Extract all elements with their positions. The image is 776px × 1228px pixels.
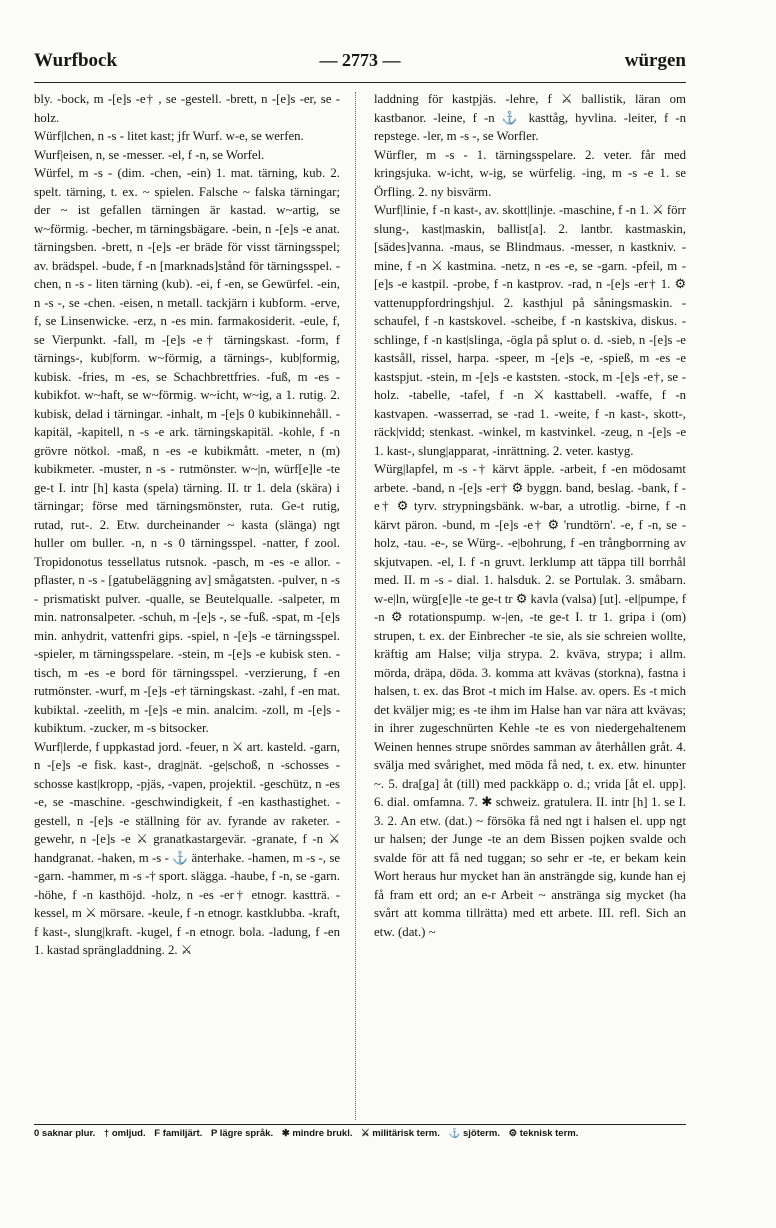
column-divider	[355, 92, 356, 1120]
legend-item: ✱ mindre brukl.	[281, 1128, 353, 1139]
entry-paragraph: Wurf|lerde, f uppkastad jord. -feuer, n ⚔ art. kasteld. -garn, n -[e]s -e fisk. kast-, drag|nät. -ge|schoß, n -schosses -schosse kast|kropp, -pjäs, -vapen, projektil. -geschütz, n -es -e, se -maschine. -geschwindigkeit, f -en kasthastighet. -gestell, n -[e]s -e ställning för av. fyrande av raketer. -gewehr, n -[e]s -e ⚔ granatkastargevär. -granate, f -n ⚔ handgranat. -haken, m -s - ⚓ änterhake. -hamen, m -s -, se -garn. -hammer, m -s -† sport. slägga. -haube, f -n, se -garn. -höhe, f -n kasthöjd. -holz, n -es -er† etnogr. kastträ. -kessel, m ⚔ mörsare. -keule, f -n etnogr. kastklubba. -kraft, f kast-, slung|kraft. -kugel, f -n etnogr. bola. -ladung, f -en 1. kastad sprängladdning. 2. ⚔	[34, 739, 340, 957]
entry-paragraph: Würg|lapfel, m -s -† kärvt äpple. -arbeit, f -en mödosamt arbete. -band, n -[e]s -er† ⚙ byggn. band, beslag. -bank, f -e† ⚙ tyrv. strypningsbänk. w-bar, a utrotlig. -birne, f -n kärvt päron. -bund, m -[e]s -e† ⚙ 'rundtörn'. -e, f -n, se -holz, -tau. -e-, se Würg-. -e|bohrung, f -en trångborrning av skjutvapen. -el, I. f -n gruvt. lerklump att täppa till borrhål med. II. m -s - dial. 1. halsduk. 2. se Portulak. 3. småbarn. w-e|ln, würg[e]le -te ge-t tr ⚙ kavla (valsa) [ut]. -el|pumpe, f -n ⚙ rotationspump. w-|en, -te ge-t I. tr 1. gripa i (om) strupen, t. ex. der Einbrecher -te sie, als sie schreien wollte, kräftig am Halse; vilja strypa. 2. kväva, strypa; i allm. mörda, dräpa, döda. 3. komma att kvävas (storkna), fastna i halsen, t. ex. das Brot -t mich im Halse. av. opers. Es -t mich det kväljer mig; es -te ihm im Halse han var nära att kvävas; in ihrer zugeschnürten Kehle -te es von niedergehaltenem Weinen hennes strupe snördes samman av återhållen gråt. 4. svälja med svårighet, med möda få ned, t. ex. etw. hinunter ~. 5. dra[ga] åt (till) med packkäpp o. d.; vrida [åt el. upp]. 6. dial. omfamna. 7. ✱ schweiz. gratulera. II. intr [h] 1. se I. 3. 2. An etw. (dat.) ~ försöka få ned ngt i halsen el. upp ngt ur halsen; der Junge -te an dem Bissen pojken svalde och svalde för att få ned tuggan; so sehr er -te, er bekam kein Wort heraus hur mycket han än ansträngde sig, kunde han ej få fram ett ord; an e-r Arbeit ~ anstränga sig mycket (ha svårt att komma tillrätta) med ett arbete. III. refl. Sich an etw. (dat.) ~	[374, 462, 686, 939]
page-number: — 2773 —	[319, 50, 401, 70]
page-header	[34, 50, 686, 80]
entry-paragraph: bly. -bock, m -[e]s -e† , se -gestell. -brett, n -[e]s -er, se -holz.	[34, 92, 340, 125]
entry-paragraph: laddning för kastpjäs. -lehre, f ⚔ ballistik, läran om kastbanor. -leine, f -n ⚓ kasttåg, hyvlina. -leiter, f -n repstege. -ler, m -s -, se Worfler.	[374, 92, 686, 143]
legend-item: 0 saknar plur.	[34, 1128, 96, 1139]
header-left-guideword: Wurfbock	[34, 50, 118, 71]
footer-rule	[34, 1124, 686, 1125]
legend-item: F familjärt.	[154, 1128, 203, 1139]
legend-item: † omljud.	[103, 1128, 146, 1139]
right-column	[374, 90, 686, 1122]
legend-item: P lägre språk.	[210, 1128, 274, 1139]
entry-paragraph: Würf|lchen, n -s - litet kast; jfr Wurf. w-e, se werfen.	[34, 129, 304, 143]
legend-item: ⚙ teknisk term.	[508, 1128, 579, 1139]
abbreviation-legend	[34, 1128, 686, 1148]
entry-paragraph: Wurf|eisen, n, se -messer. -el, f -n, se Worfel.	[34, 147, 265, 162]
entry-paragraph: Würfel, m -s - (dim. -chen, -ein) 1. mat. tärning, kub. 2. spelt. tärning, t. ex. ~ spielen. Falsche ~ falska tärningar; der ~ ist gefallen tärningen är kastad. w~artig, se w~förmig. -becher, m tärningsbägare. -bein, n -[e]s -e anat. tärningsben. -brett, n -[e]s -er bräde för visst tärningsspel; av. brädspel. -bude, f -n [marknads]stånd för tärningsspel. -chen, n -s - liten tärning (kub). -ei, f -en, se Gewürfel. -ein, n -s -, se -chen. -eisen, n metall. tackjärn i kubform. -erve, f, se Linsenwicke. -erz, n -es min. farmakosiderit. -eule, f, se Vierpunkt. -fall, m -[e]s -e† tärningskast. -form, f tärnings-, kub|form. w~förmig, a tärnings-, kub|formig, kubisk. -fries, m -es, se Schachbrettfries. -fuß, m -es - kubikfot. w~haft, se w~förmig. w~icht, w~ig, a 1. rutig. 2. kubisk, delad i tärningar. -inhalt, m -[e]s 0 kubikinnehåll. -kapitäl, -kapitell, n -s -e ark. tärningskapitäl. -kohle, f -n grövre nötkol. -maß, n -es -e kubikmått. -meter, n (m) kubikmeter. -muster, n -s - rutmönster. w~|n, würf[e]le -te ge-t I. intr [h] kasta (spela) tärning. II. tr 1. dela (skära) i tärningar; förse med tärningsmönster, ruta. Ge-t rutig, rutad, rut-. 2. Etw. durcheinander ~ kasta (slänga) ngt huller om buller. -n, n -s 0 tärningsspel. -natter, f zool. Tropidonotus tessellatus rutsnok. -pasch, m -es -e allor. -pflaster, n -s - [gatubeläggning av] smågatsten. -pulver, n -s - prismatiskt pulver. -qualle, se Beutelqualle. -salpeter, m min. natronsalpeter. -schuh, m -[e]s -, se -fuß. -spat, m -[e]s min. anhydrit, vattenfri gips. -spiel, n -[e]s -e tärningsspel. -spieler, m tärningsspelare. -stein, m -[e]s -e kubisk sten. -tisch, m -es -e bord för tärningsspel. -verzierung, f -en rutmönster. -wurf, m -[e]s -e† tärningskast. -zahl, f -en mat. kubiktal. -zeelith, m -[e]s -e min. analcim. -zoll, m -[e]s - kubiktum. -zucker, m -s bitsocker.	[34, 166, 340, 735]
header-right-guideword: würgen	[624, 50, 686, 71]
entry-paragraph: Würfler, m -s - 1. tärningsspelare. 2. veter. får med kringsjuka. w-icht, w-ig, se würfelig. -ing, m -s -e 1. se Örfling. 2. ny bisvärm.	[374, 147, 686, 199]
legend-item: ⚓ sjöterm.	[448, 1128, 500, 1139]
legend-item: ⚔ militärisk term.	[361, 1128, 440, 1139]
left-column	[34, 90, 340, 1122]
header-rule	[34, 82, 686, 83]
entry-paragraph: Wurf|linie, f -n kast-, av. skott|linje. -maschine, f -n 1. ⚔ förr slung-, kast|maskin, ballist[a]. 2. lantbr. kastmaskin, [sädes]vanna. -maus, se Blindmaus. -messer, n kastkniv. -mine, f -n ⚔ kastmina. -netz, n -es -e, se -garn. -pfeil, m -[e]s -e kastpil. -probe, f -n kastprov. -rad, n -[e]s -er† 1. ⚙ vattenuppfordringshjul. 2. kasthjul på såningsmaskin. -schaufel, f -n kastskovel. -scheibe, f -n kastskiva, diskus. -schlinge, f -n kast|slinga, -ögla på splut o. d. -sieb, n -[e]s -e kastsåll, rissel, harpa. -speer, m -[e]s -e, -spieß, m -es -e kastspjut. -stein, m -[e]s -e kaststen. -stock, m -[e]s -e†, se -holz. -tabelle, -tafel, f -n ⚔ kasttabell. -waffe, f -n kastvapen. -wasserrad, se -rad 1. -weite, f -n kast-, skott-, räck|vidd; stenkast. -winkel, m kastvinkel. -zeug, n -[e]s -e 1. kast-, slung|apparat, -inrättning. 2. veter. kastyg.	[374, 203, 686, 458]
